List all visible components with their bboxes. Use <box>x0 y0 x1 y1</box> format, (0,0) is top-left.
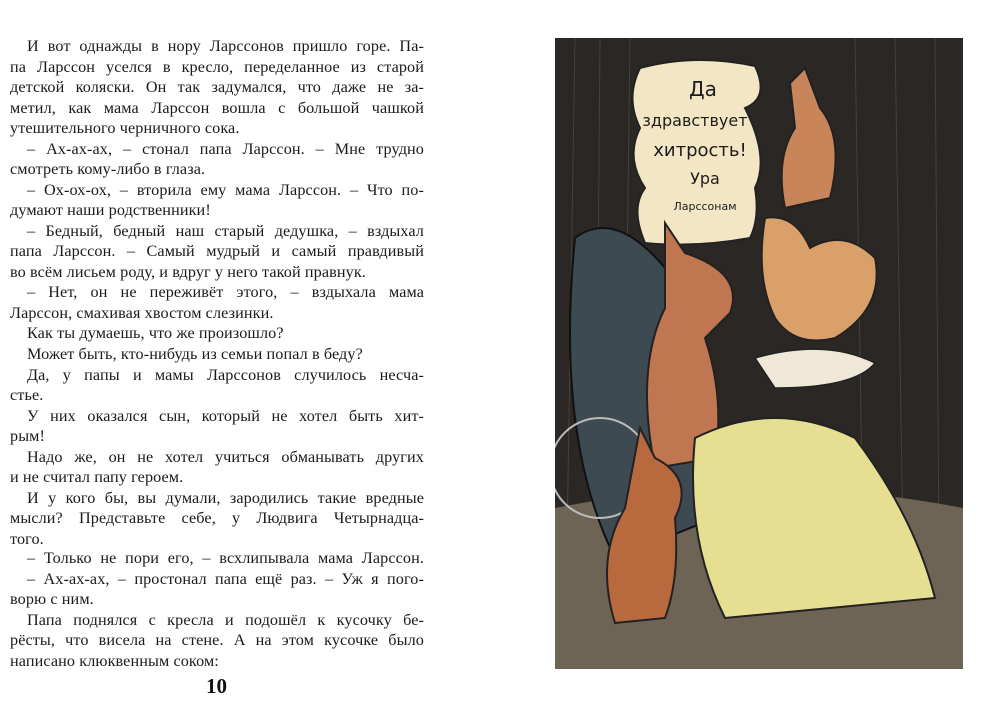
text-line: того. <box>10 530 44 548</box>
text-line: Ларссон, смахивая хвостом слезинки. <box>10 304 274 322</box>
text-line: рёсты, что висела на стене. А на этом кусочке было <box>10 631 424 649</box>
text-line: – Бедный, бедный наш старый дедушка, – вздыхал <box>27 222 424 240</box>
text-line: И вот однажды в нору Ларссонов пришло горе. Па- <box>27 37 424 55</box>
text-line: утешительного черничного сока. <box>10 119 240 137</box>
text-line: – Ах-ах-ах, – простонал папа ещё раз. – Уж я пого- <box>27 570 424 588</box>
banner-line: здравствует <box>642 111 748 130</box>
text-line: – Ох-ох-ох, – вторила ему мама Ларссон. – Что по- <box>27 181 424 199</box>
text-line: ворю с ним. <box>10 590 94 608</box>
text-line: – Только не пори его, – всхлипывала мама Ларссон. <box>27 549 424 567</box>
text-line: – Нет, он не переживёт этого, – вздыхала мама <box>27 283 424 301</box>
text-line: И у кого бы, вы думали, зародились такие вредные <box>27 489 424 507</box>
text-line: и не считал папу героем. <box>10 468 184 486</box>
text-line: У них оказался сын, который не хотел быть хит- <box>27 407 424 425</box>
text-line: Папа поднялся с кресла и подошёл к кусочку бе- <box>27 611 424 629</box>
text-line: – Ах-ах-ах, – стонал папа Ларссон. – Мне трудно <box>27 140 424 158</box>
text-line: Надо же, он не хотел учиться обманывать других <box>27 448 424 466</box>
banner-line: Да <box>689 77 717 101</box>
text-line: Может быть, кто-нибудь из семьи попал в беду? <box>27 345 363 363</box>
text-line: смотреть кому-либо в глаза. <box>10 160 206 178</box>
text-line: написано клюквенным соком: <box>10 652 219 670</box>
text-line: Да, у папы и мамы Ларссонов случилось несча- <box>27 366 424 384</box>
text-line: стье. <box>10 386 44 404</box>
text-line: во всём лисьем роду, и вдруг у него такой правнук. <box>10 263 366 281</box>
text-line: метил, как мама Ларссон вошла с большой чашкой <box>10 99 424 117</box>
text-line: Как ты думаешь, что же произошло? <box>27 324 284 342</box>
text-line: рым! <box>10 427 46 445</box>
text-line: думают наши родственники! <box>10 201 211 219</box>
text-line: детской коляски. Он так задумался, что даже не за- <box>10 78 424 96</box>
banner-line: хитрость! <box>653 140 747 161</box>
text-line: мысли? Представьте себе, у Людвига Четырнадца- <box>10 509 424 527</box>
banner-line: Ларссонам <box>673 200 737 213</box>
text-line: па Ларссон уселся в кресло, переделанное из старой <box>10 58 424 76</box>
banner-line: Ура <box>690 169 720 188</box>
illustration-fox-family <box>555 38 963 669</box>
page-number: 10 <box>206 674 227 698</box>
text-line: папа Ларссон. – Самый мудрый и самый правдивый <box>10 242 424 260</box>
